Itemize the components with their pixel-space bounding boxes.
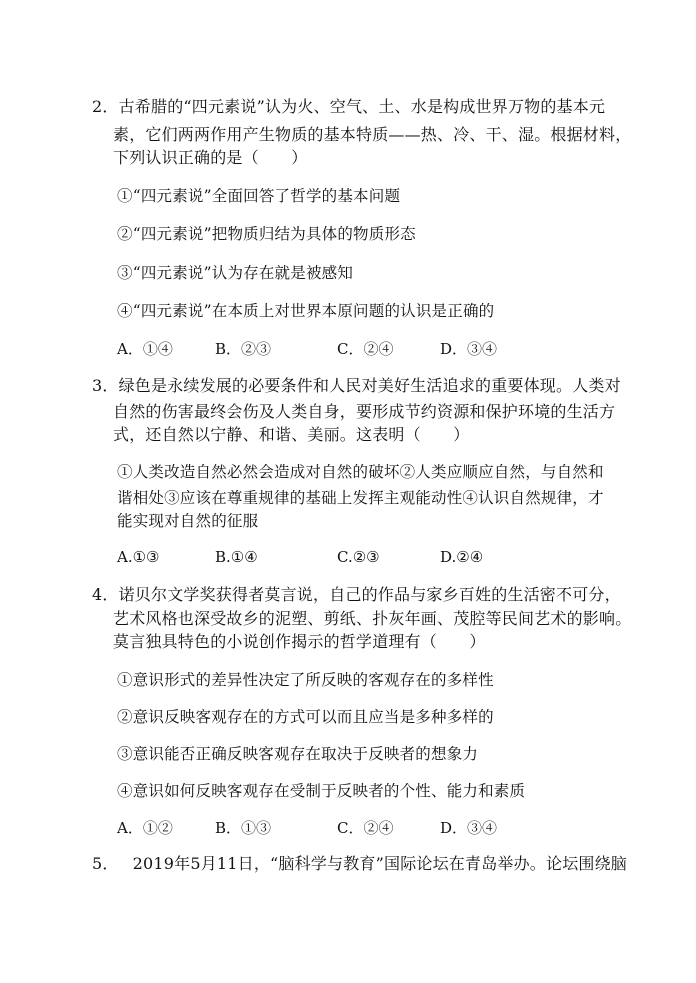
question-3-statement-line-3: 能实现对自然的征服 (117, 512, 259, 530)
question-3-choice-b[interactable]: B.①④ (215, 548, 258, 566)
question-3-stem-line-2: 自然的伤害最终会伤及人类自身，要形成节约资源和保护环境的生活方 (113, 402, 616, 421)
question-4-statement-3: ③意识能否正确反映客观存在取决于反映者的想象力 (117, 745, 479, 763)
question-5-stem-line-1: 5． 2019年5月11日，“脑科学与教育”国际论坛在青岛举办。论坛围绕脑 (92, 854, 628, 873)
question-4-number: 4． (92, 585, 119, 604)
question-2-choices (117, 338, 597, 360)
question-3-choices (117, 546, 597, 568)
question-3-choice-a[interactable]: A.①③ (117, 548, 160, 566)
question-4-stem-line-2: 艺术风格也深受故乡的泥塑、剪纸、扑灰年画、茂腔等民间艺术的影响。 (113, 609, 632, 628)
question-3-choice-d[interactable]: D.②④ (440, 548, 484, 566)
question-2-stem-line-1: 2．古希腊的“四元素说”认为火、空气、土、水是构成世界万物的基本元 (92, 97, 606, 116)
question-2-statement-1: ①“四元素说”全面回答了哲学的基本问题 (117, 187, 401, 205)
question-2-choice-d[interactable]: D．③④ (440, 340, 498, 358)
question-4-choice-b[interactable]: B．①③ (215, 819, 272, 837)
question-2-statement-2: ②“四元素说”把物质归结为具体的物质形态 (117, 225, 416, 243)
question-5-number: 5． (92, 854, 119, 873)
question-2-number: 2． (92, 97, 119, 116)
question-4-stem-line-3: 莫言独具特色的小说创作揭示的哲学道理有（ ） (113, 632, 486, 651)
question-4-choice-a[interactable]: A．①② (117, 819, 173, 837)
question-3-statement-line-2: 谐相处③应该在尊重规律的基础上发挥主观能动性④认识自然规律，才 (117, 489, 604, 507)
question-2-statement-4: ④“四元素说”在本质上对世界本原问题的认识是正确的 (117, 302, 495, 320)
question-3-stem-line-3: 式，还自然以宁静、和谐、美丽。这表明（ ） (113, 425, 470, 444)
question-4-choice-c[interactable]: C．②④ (337, 819, 394, 837)
question-3-number: 3． (92, 376, 119, 395)
question-2-choice-b[interactable]: B．②③ (215, 340, 272, 358)
question-4-choice-d[interactable]: D．③④ (440, 819, 498, 837)
question-4-statement-1: ①意识形式的差异性决定了所反映的客观存在的多样性 (117, 671, 494, 689)
question-2-stem-line-2: 素，它们两两作用产生物质的基本特质——热、冷、干、湿。根据材料， (113, 125, 632, 144)
question-4-statement-4: ④意识如何反映客观存在受制于反映者的个性、能力和素质 (117, 782, 526, 800)
question-3-choice-c[interactable]: C.②③ (337, 548, 380, 566)
question-2-choice-a[interactable]: A．①④ (117, 340, 173, 358)
question-3-statement-line-1: ①人类改造自然必然会造成对自然的破坏②人类应顺应自然，与自然和 (117, 463, 604, 481)
question-2-stem-line-3: 下列认识正确的是（ ） (113, 148, 308, 167)
question-3-stem-line-1: 3．绿色是永续发展的必要条件和人民对美好生活追求的重要体现。人类对 (92, 376, 621, 395)
question-4-statement-2: ②意识反映客观存在的方式可以而且应当是多种多样的 (117, 708, 494, 726)
question-4-choices (117, 817, 597, 839)
question-4-stem-line-1: 4．诺贝尔文学奖获得者莫言说，自己的作品与家乡百姓的生活密不可分， (92, 585, 621, 604)
question-2-choice-c[interactable]: C．②④ (337, 340, 394, 358)
question-2-statement-3: ③“四元素说”认为存在就是被感知 (117, 264, 354, 282)
